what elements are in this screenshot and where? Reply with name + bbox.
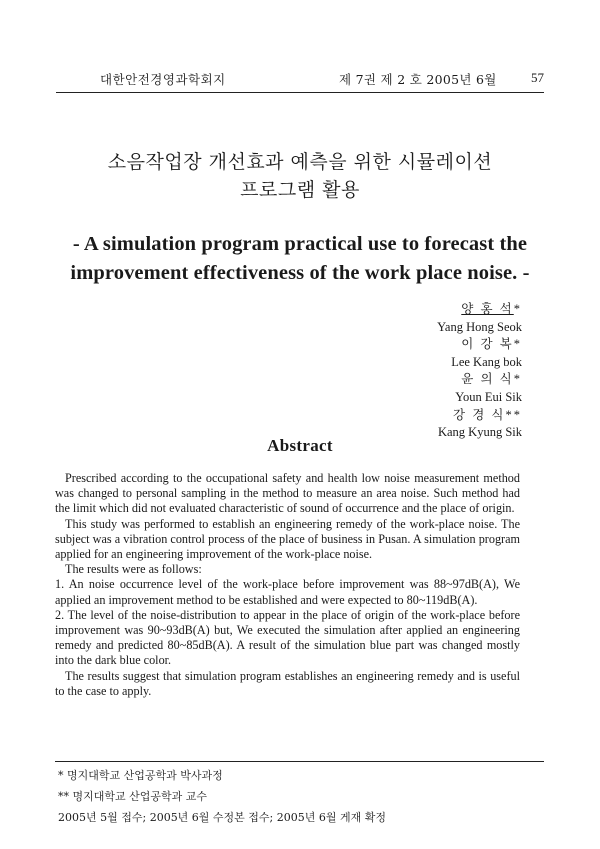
- author-affiliation-mark: *: [513, 372, 522, 387]
- author-affiliation-mark: **: [505, 407, 522, 422]
- issue-info: 제 7권 제 2 호 2005년 6월: [339, 72, 497, 87]
- author-ko-name: 양 홍 석: [461, 302, 514, 316]
- author-ko-name: 강 경 식: [453, 407, 506, 422]
- author-en: Youn Eui Sik: [455, 389, 522, 404]
- footnote-professor: ** 명지대학교 산업공학과 교수: [58, 790, 208, 803]
- english-title-line-1: - A simulation program practical use to forecast the: [72, 233, 528, 255]
- korean-title-line-1: 소음작업장 개선효과 예측을 위한 시뮬레이션: [107, 151, 493, 173]
- abstract-heading: Abstract: [267, 436, 333, 455]
- footnote-divider: [55, 761, 544, 762]
- author-affiliation-mark: *: [513, 337, 522, 352]
- english-title-line-2: improvement effectiveness of the work place noise. -: [70, 262, 530, 284]
- abstract-result-1: 1. An noise occurrence level of the work-place before improvement was 88~97dB(A), We applied an improvement method to be established and were expected to 80~119dB(A).: [55, 577, 520, 607]
- footnote-submission-dates: 2005년 5월 접수; 2005년 6월 수정본 접수; 2005년 6월 게재 확정: [58, 811, 386, 824]
- author-en: Lee Kang bok: [451, 354, 522, 369]
- author-ko-name: 윤 의 식: [461, 372, 514, 387]
- korean-title-line-2: 프로그램 활용: [240, 179, 360, 201]
- author-ko-name: 이 강 복: [461, 337, 514, 352]
- footnote-phd-student: * 명지대학교 산업공학과 박사과정: [58, 769, 223, 782]
- author-en: Kang Kyung Sik: [437, 425, 522, 440]
- author-affiliation-mark: *: [513, 302, 522, 316]
- english-title: [0, 230, 600, 288]
- footnotes: [58, 765, 386, 828]
- abstract-paragraph: Prescribed according to the occupational safety and health low noise measurement method was changed to personal sampling in the method to measure an area noise. Such method had the limit which did not evaluated characteristic of sound of occurrence and the place of origin.: [55, 471, 520, 516]
- author-en: Yang Hong Seok: [437, 319, 522, 334]
- abstract-paragraph: The results suggest that simulation program establishes an engineering remedy and is useful to the case to apply.: [55, 668, 520, 698]
- running-header: [56, 64, 544, 93]
- page-number: 57: [531, 70, 544, 85]
- journal-name: 대한안전경영과학회지: [100, 72, 226, 87]
- author-ko: [437, 407, 522, 425]
- author-list: [437, 301, 522, 442]
- abstract-paragraph: This study was performed to establish an engineering remedy of the work-place noise. The subject was a vibration control process of the place of business in Pusan. A simulation program applied for an engineering improvement of the work-place noise.: [55, 516, 520, 562]
- author-ko: [437, 371, 522, 389]
- abstract-paragraph: The results were as follows:: [65, 562, 202, 577]
- author-ko: [437, 301, 522, 319]
- author-ko: [437, 336, 522, 354]
- abstract-result-2: 2. The level of the noise-distribution to appear in the place of origin of the work-place before improvement was 90~93dB(A) but, We executed the simulation after applied an engineering remedy and predicted 80~85dB(A). A result of the simulation blue part was changed mostly into the dark blue color.: [55, 607, 520, 668]
- abstract-body: [55, 471, 520, 699]
- korean-title: [0, 148, 600, 204]
